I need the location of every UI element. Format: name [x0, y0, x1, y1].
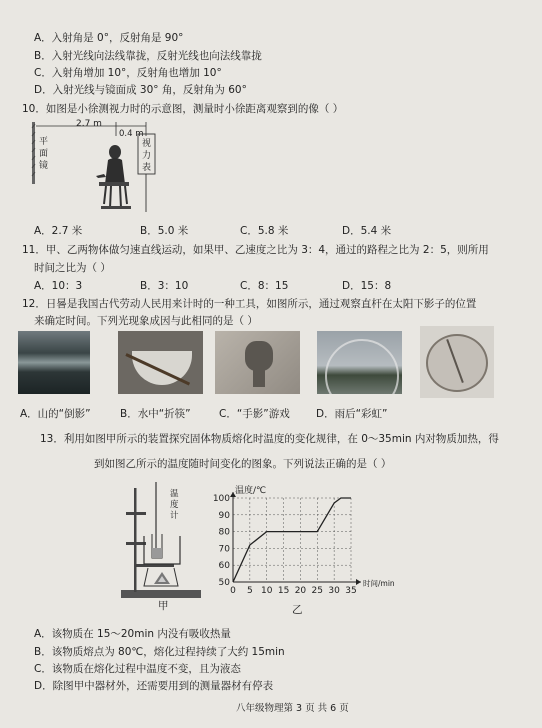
q13-line2: 到如图乙所示的温度随时间变化的图象。下列说法正确的是（ ）	[94, 458, 392, 470]
caption-yi: 乙	[292, 604, 303, 616]
thermometer-label-3: 计	[170, 511, 179, 521]
distance-label-mirror: 2.7 m	[76, 119, 102, 129]
q11-option-d: D．15：8	[342, 280, 392, 292]
thermometer-label-2: 度	[170, 500, 179, 510]
sundial-photo	[420, 326, 494, 398]
mirror-label-1: 平	[39, 137, 49, 147]
distance-label-chart: 0.4 m	[119, 129, 144, 139]
y-tick-label: 100	[213, 494, 230, 504]
rainbow-photo	[317, 331, 402, 394]
chart-label-2: 力	[142, 151, 152, 161]
q10-stem: 10．如图是小徐测视力时的示意图，测量时小徐距离观察到的像（ ）	[22, 103, 344, 115]
mountain-reflection-photo	[18, 331, 90, 394]
y-tick-label: 50	[218, 578, 230, 588]
x-tick-label: 0	[230, 586, 236, 596]
q11-option-c: C．8：15	[240, 280, 289, 292]
eye-test-figure	[28, 116, 178, 216]
q13-line1: 13．利用如图甲所示的装置探究固体物质熔化时温度的变化规律，在 0～35min 内对物质加热，得	[40, 433, 499, 445]
x-tick-label: 35	[345, 586, 357, 596]
y-tick-label: 90	[218, 510, 230, 521]
mirror-label-3: 镜	[39, 161, 49, 171]
q9-option-b: B．入射光线向法线靠拢，反射光线也向法线靠拢	[34, 50, 262, 62]
x-tick-label: 25	[311, 586, 324, 596]
temperature-time-chart	[213, 484, 403, 606]
x-tick-label: 5	[246, 586, 253, 596]
q13-option-b: B．该物质熔点为 80℃，熔化过程持续了大约 15min	[34, 646, 285, 658]
chart-label-3: 表	[142, 163, 152, 173]
q10-option-a: A．2.7 米	[34, 225, 83, 237]
chart-label-1: 视	[142, 139, 152, 149]
q12-option-a: A．山的“倒影”	[20, 408, 91, 420]
q12-line2: 来确定时间。下列光现象成因与此相同的是（ ）	[34, 315, 258, 327]
q10-option-d: D．5.4 米	[342, 225, 392, 237]
q12-option-d: D．雨后“彩虹”	[316, 408, 388, 420]
q11-option-a: A．10：3	[34, 280, 83, 292]
x-tick-label: 15	[277, 586, 290, 596]
x-axis-label: 时间/min	[363, 579, 395, 588]
q9-option-d: D．入射光线与镜面成 30° 角，反射角为 60°	[34, 84, 247, 96]
y-axis-label: 温度/℃	[235, 486, 267, 496]
x-tick-label: 20	[294, 586, 307, 596]
q12-option-c: C．“手影”游戏	[219, 408, 290, 420]
q13-option-a: A．该物质在 15～20min 内没有吸收热量	[34, 628, 231, 640]
q11-line1: 11．甲、乙两物体做匀速直线运动，如果甲、乙速度之比为 3：4，通过的路程之比为 2：5，则所用	[22, 244, 489, 256]
mirror-label-2: 面	[39, 149, 49, 159]
q12-option-b: B．水中“折筷”	[120, 408, 191, 420]
caption-jia: 甲	[158, 600, 169, 612]
q11-option-b: B．3：10	[140, 280, 189, 292]
q9-option-c: C．入射角增加 10°，反射角也增加 10°	[34, 67, 222, 79]
y-tick-label: 70	[218, 544, 230, 555]
heating-apparatus-figure	[118, 478, 208, 606]
q10-option-b: B．5.0 米	[140, 225, 189, 237]
q9-option-a: A．入射角是 0°，反射角是 90°	[34, 32, 184, 44]
q13-option-d: D．除图甲中器材外，还需要用到的测量器材有停表	[34, 680, 274, 692]
temperature-series-line	[233, 498, 351, 582]
q10-option-c: C．5.8 米	[240, 225, 289, 237]
person-icon	[96, 145, 131, 209]
x-tick-label: 30	[328, 586, 340, 596]
q11-line2: 时间之比为（ ）	[34, 262, 111, 274]
q13-option-c: C．该物质在熔化过程中温度不变，且为液态	[34, 663, 241, 675]
thermometer-label-1: 温	[170, 489, 179, 499]
chopsticks-bowl-photo	[118, 331, 203, 394]
q12-line1: 12．日晷是我国古代劳动人民用来计时的一种工具，如图所示，通过观察直杆在太阳下影子的位置	[22, 298, 477, 310]
y-tick-label: 80	[218, 527, 230, 538]
hand-shadow-photo	[215, 331, 300, 394]
page-footer: 八年级物理第 3 页 共 6 页	[236, 703, 349, 714]
y-tick-label: 60	[218, 561, 230, 572]
x-tick-label: 10	[260, 586, 273, 596]
x-axis-arrow	[356, 579, 361, 585]
